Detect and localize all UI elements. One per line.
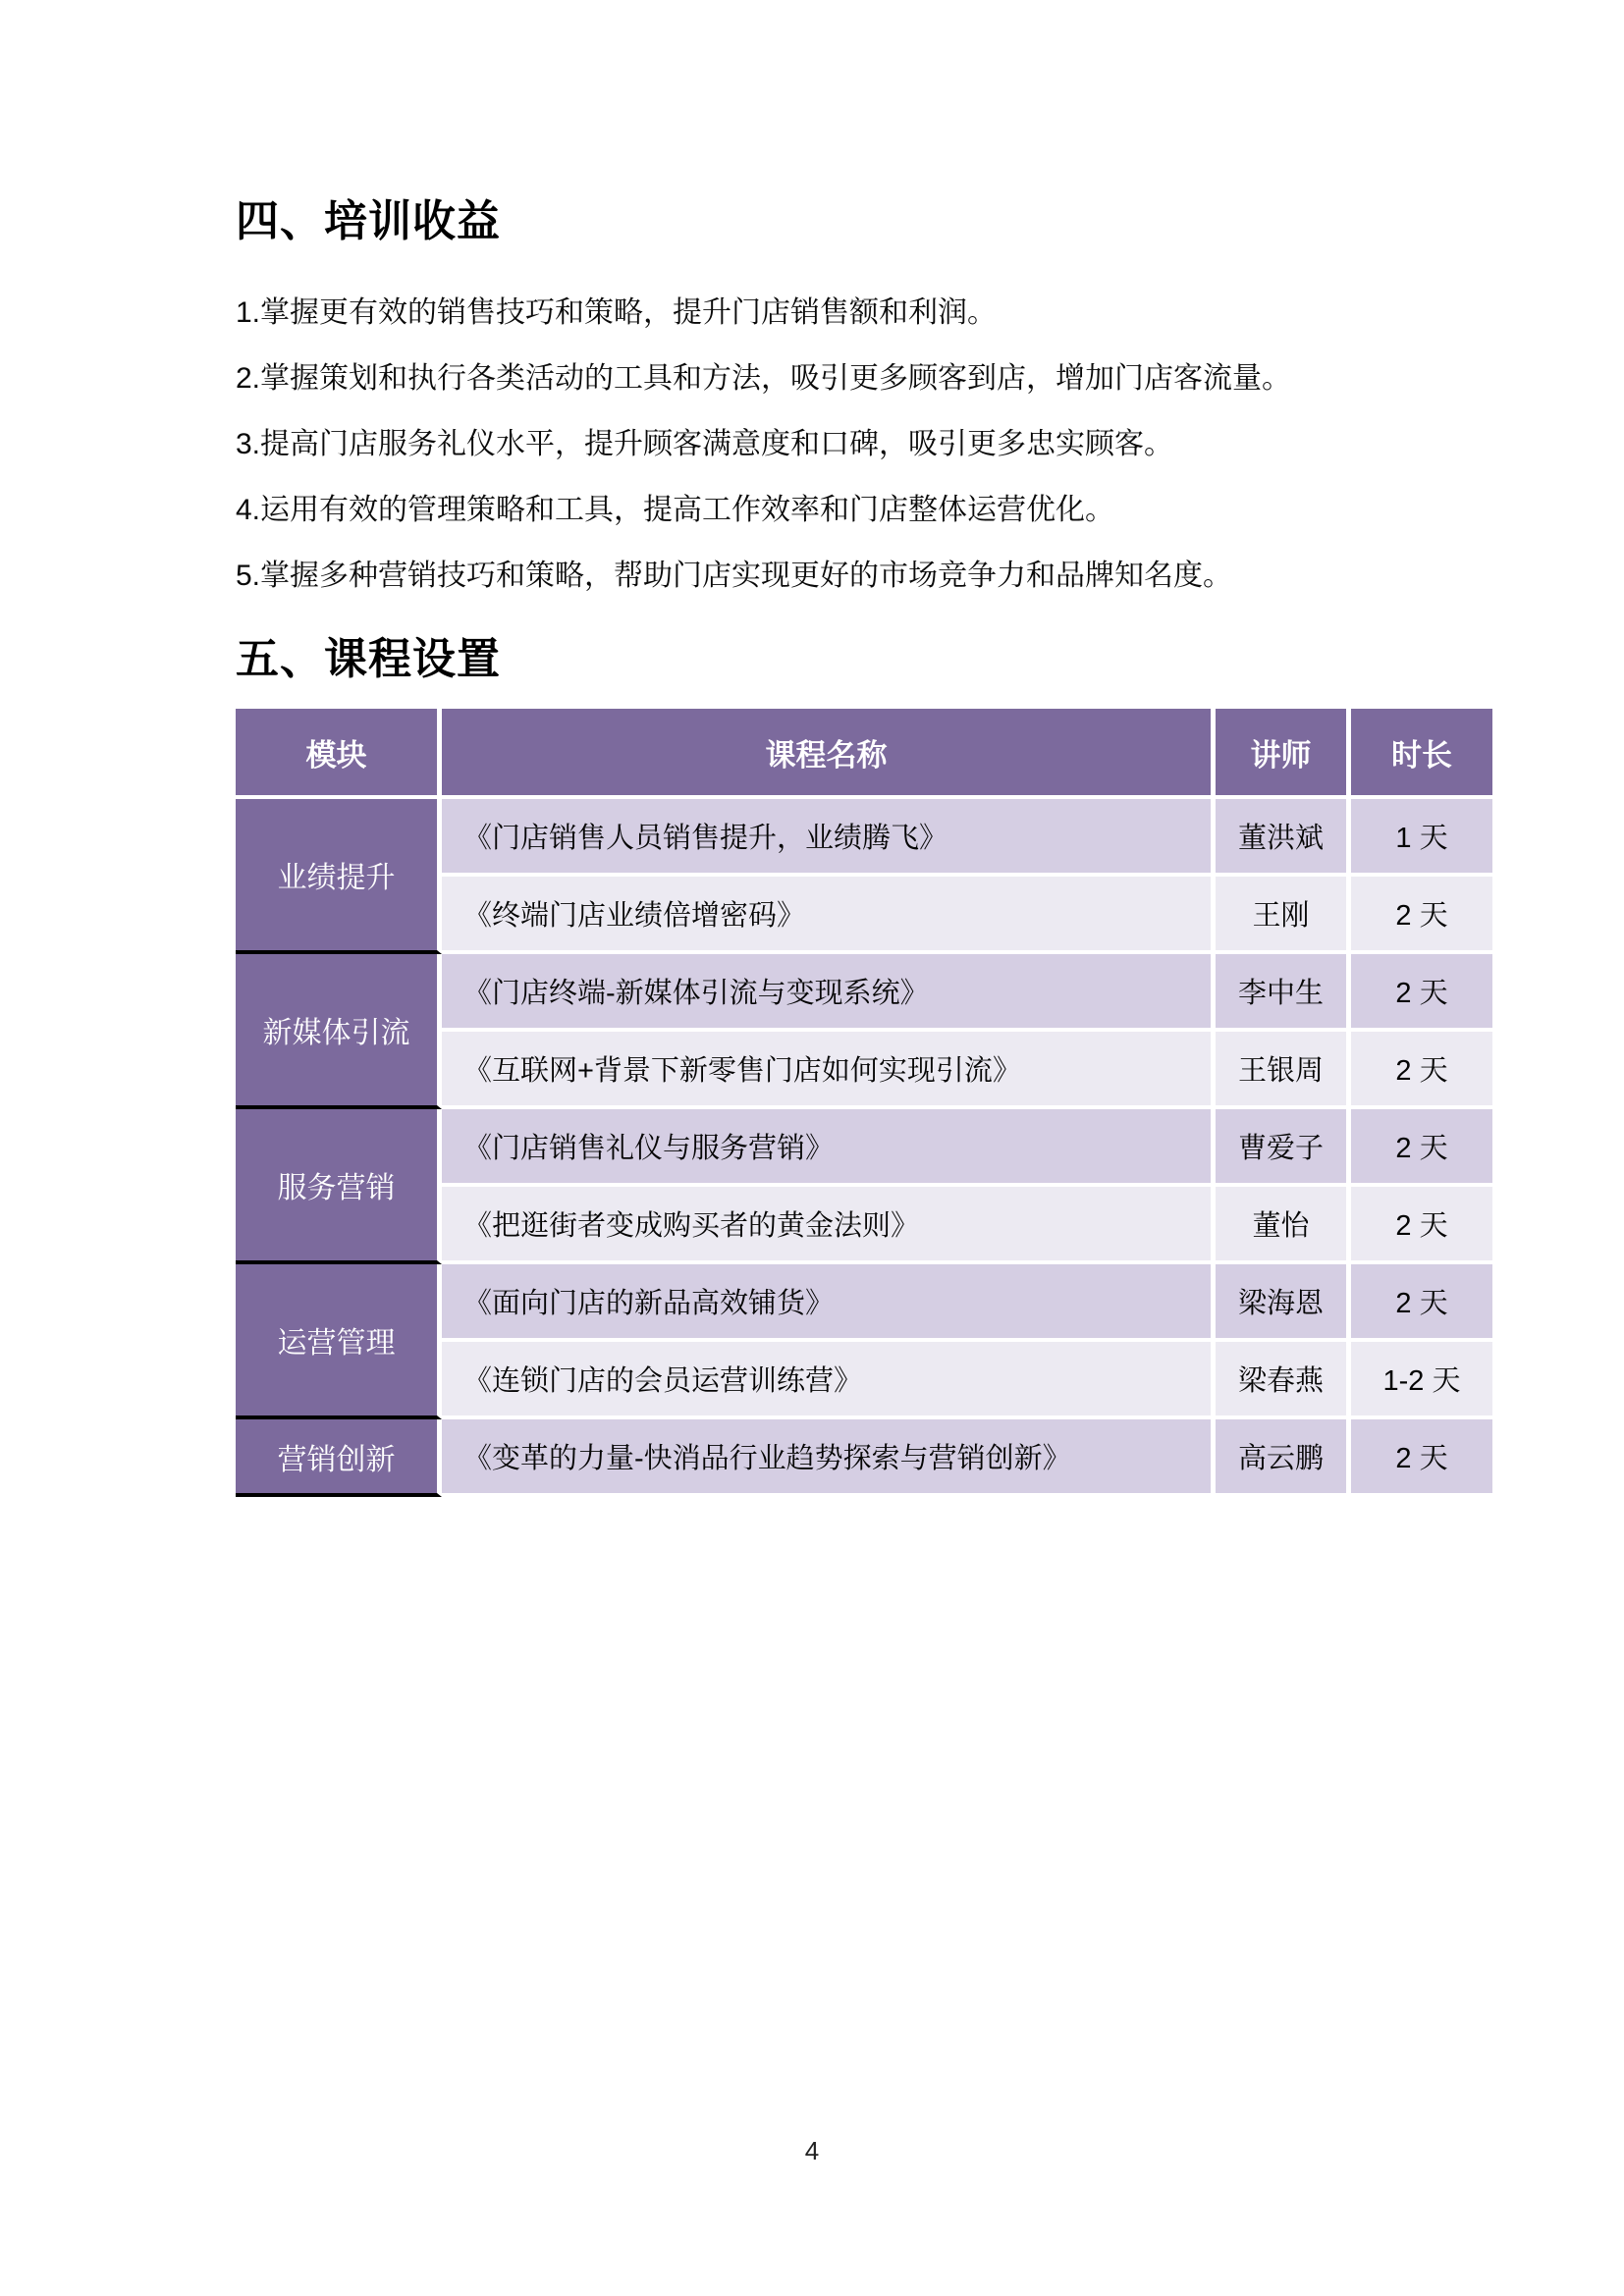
benefit-item: 3.提高门店服务礼仪水平，提升顾客满意度和口碑，吸引更多忠实顾客。 bbox=[236, 428, 1174, 460]
duration-cell: 2 天 bbox=[1351, 1032, 1492, 1109]
benefit-item: 4.运用有效的管理策略和工具，提高工作效率和门店整体运营优化。 bbox=[236, 494, 1115, 526]
module-cell: 服务营销 bbox=[236, 1109, 442, 1264]
column-header-teacher: 讲师 bbox=[1216, 709, 1351, 799]
course-cell: 《互联网+背景下新零售门店如何实现引流》 bbox=[442, 1032, 1216, 1109]
benefit-item: 2.掌握策划和执行各类活动的工具和方法，吸引更多顾客到店，增加门店客流量。 bbox=[236, 362, 1292, 395]
table-header-row bbox=[236, 709, 1492, 799]
course-cell: 《门店终端-新媒体引流与变现系统》 bbox=[442, 954, 1216, 1032]
duration-cell: 2 天 bbox=[1351, 954, 1492, 1032]
benefit-item: 1.掌握更有效的销售技巧和策略，提升门店销售额和利润。 bbox=[236, 296, 998, 329]
section-heading-courses: 五、课程设置 bbox=[236, 635, 501, 683]
table-row bbox=[236, 1419, 1492, 1497]
teacher-cell: 梁海恩 bbox=[1216, 1264, 1351, 1342]
course-cell: 《门店销售人员销售提升，业绩腾飞》 bbox=[442, 799, 1216, 877]
module-cell: 营销创新 bbox=[236, 1419, 442, 1497]
teacher-cell: 高云鹏 bbox=[1216, 1419, 1351, 1497]
duration-cell: 2 天 bbox=[1351, 1187, 1492, 1264]
column-header-course: 课程名称 bbox=[442, 709, 1216, 799]
teacher-cell: 王刚 bbox=[1216, 877, 1351, 954]
course-cell: 《连锁门店的会员运营训练营》 bbox=[442, 1342, 1216, 1419]
table-row bbox=[236, 1264, 1492, 1342]
table-row bbox=[236, 954, 1492, 1032]
course-cell: 《面向门店的新品高效铺货》 bbox=[442, 1264, 1216, 1342]
duration-cell: 1-2 天 bbox=[1351, 1342, 1492, 1419]
table-row bbox=[236, 1109, 1492, 1187]
duration-cell: 1 天 bbox=[1351, 799, 1492, 877]
benefit-item: 5.掌握多种营销技巧和策略，帮助门店实现更好的市场竞争力和品牌知名度。 bbox=[236, 560, 1233, 592]
column-header-duration: 时长 bbox=[1351, 709, 1492, 799]
table-row bbox=[236, 799, 1492, 877]
teacher-cell: 董怡 bbox=[1216, 1187, 1351, 1264]
duration-cell: 2 天 bbox=[1351, 1419, 1492, 1497]
module-cell: 运营管理 bbox=[236, 1264, 442, 1419]
course-cell: 《变革的力量-快消品行业趋势探索与营销创新》 bbox=[442, 1419, 1216, 1497]
teacher-cell: 李中生 bbox=[1216, 954, 1351, 1032]
course-cell: 《把逛街者变成购买者的黄金法则》 bbox=[442, 1187, 1216, 1264]
teacher-cell: 梁春燕 bbox=[1216, 1342, 1351, 1419]
course-table bbox=[236, 709, 1492, 1497]
duration-cell: 2 天 bbox=[1351, 1109, 1492, 1187]
benefit-list bbox=[236, 294, 1496, 595]
duration-cell: 2 天 bbox=[1351, 1264, 1492, 1342]
course-cell: 《门店销售礼仪与服务营销》 bbox=[442, 1109, 1216, 1187]
module-cell: 业绩提升 bbox=[236, 799, 442, 954]
column-header-module: 模块 bbox=[236, 709, 442, 799]
teacher-cell: 董洪斌 bbox=[1216, 799, 1351, 877]
section-heading-benefits: 四、培训收益 bbox=[236, 197, 501, 245]
page-number: 4 bbox=[804, 2136, 820, 2165]
course-cell: 《终端门店业绩倍增密码》 bbox=[442, 877, 1216, 954]
teacher-cell: 曹爱子 bbox=[1216, 1109, 1351, 1187]
teacher-cell: 王银周 bbox=[1216, 1032, 1351, 1109]
module-cell: 新媒体引流 bbox=[236, 954, 442, 1109]
duration-cell: 2 天 bbox=[1351, 877, 1492, 954]
